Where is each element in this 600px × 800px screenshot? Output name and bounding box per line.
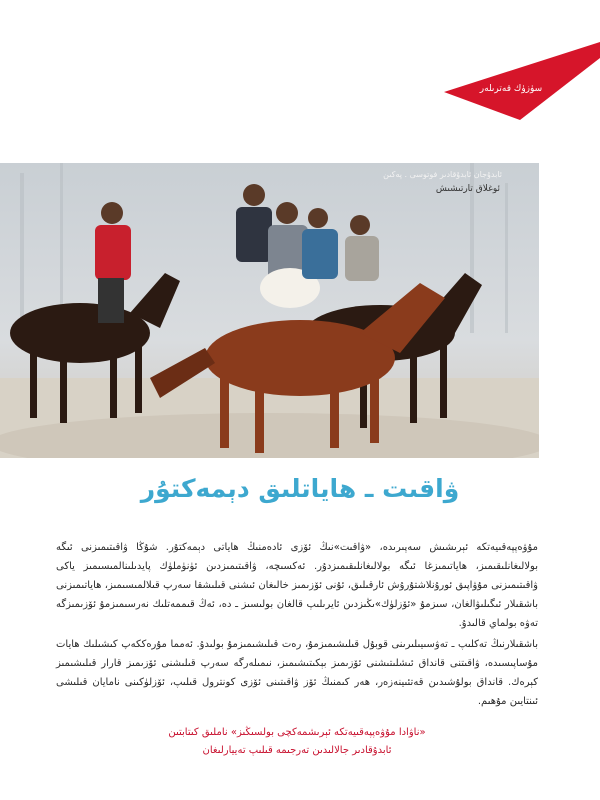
section-tag-wedge <box>0 0 600 120</box>
section-tag-label: سۈزۈك قەترىلەر <box>479 84 543 94</box>
section-tag <box>0 0 600 120</box>
photo-credit: ئابدۇجان ئابدۇقادىر فوتوسى . پەكىن <box>383 170 502 179</box>
article-paragraph: مۇۋەپپەقىيەتكە ئېرىشىش سەپىرىدە، «ۋاقىت»نىڭ ئۆزى ئادەمنىڭ ھاياتى دېمەكتۇر. شۇڭا ۋاقىتىمىزنى ئىگە بولالىغانلىقىمىز، ھاياتىمىزغا ئىگە بولالىغانلىقىمىزدۇر. ئەكسىچە، ۋاقىتىمىزدىن ئۈنۈملۈك پايدىلىنالمىسىمىز ياكى ۋاقىتىمىزنى مۇۋاپىق ئورۇنلاشتۇرۇش ئارقىلىق، ئۇنى ئۆزىمىز خالىغان ئىشنى قىلىشقا سەرپ قىلالمىسىمىز، ھاياتىمىزنى باشقىلار ئىگىلىۋالغان، سىزمۇ «ئۆزلۈك»ىڭىزدىن ئايرىلىپ قالغان بولىسىز ـ دە، ئەڭ قىممەتلىك نەرسىمىزمۇ ئۆزىمىزگە تەۋە بولماي قالىدۇ. <box>56 542 538 629</box>
article-paragraph: باشقىلارنىڭ تەكلىپ ـ تەۋسىيىلىرىنى قوبۇل قىلىشىمىزمۇ، رەت قىلىشىمىزمۇ بولىدۇ. ئەمما مۇرەككەپ كىشىلىك ھايات مۇساپىسىدە، ۋاقىتنى قانداق ئىشلىتىشنى ئۆزىمىز بېكىتىشىمىز، نىمىلەرگە سەرپ قىلىشنى ئۆزىمىز قارار قىلىشىمىز كېرەك. قانداق بولۇشىدىن قەتئىينەزەر، ھەر كىمنىڭ ئۆز ۋاقىتىنى ئۆزى كونترول قىلىپ، ئۆزلۈكىنى نامايان قىلىشى ئىنتايىن مۇھىم. <box>56 639 538 707</box>
article-title: ۋاقىت ـ ھاياتلىق دېمەكتۇر <box>140 474 460 503</box>
photo-caption: ئوغلاق تارتىشىش <box>435 184 500 194</box>
article-photo <box>0 163 539 458</box>
source-line: ئابدۇقادىر جالالىدىن تەرجىمە قىلىپ تەييارلىغان <box>202 745 392 756</box>
article-source <box>56 724 538 760</box>
article-body <box>56 538 538 713</box>
source-line: «ناۋادا مۇۋەپپەقىيەتكە ئېرىشمەكچى بولسىڭىز» ناملىق كىتابتىن <box>168 727 426 738</box>
